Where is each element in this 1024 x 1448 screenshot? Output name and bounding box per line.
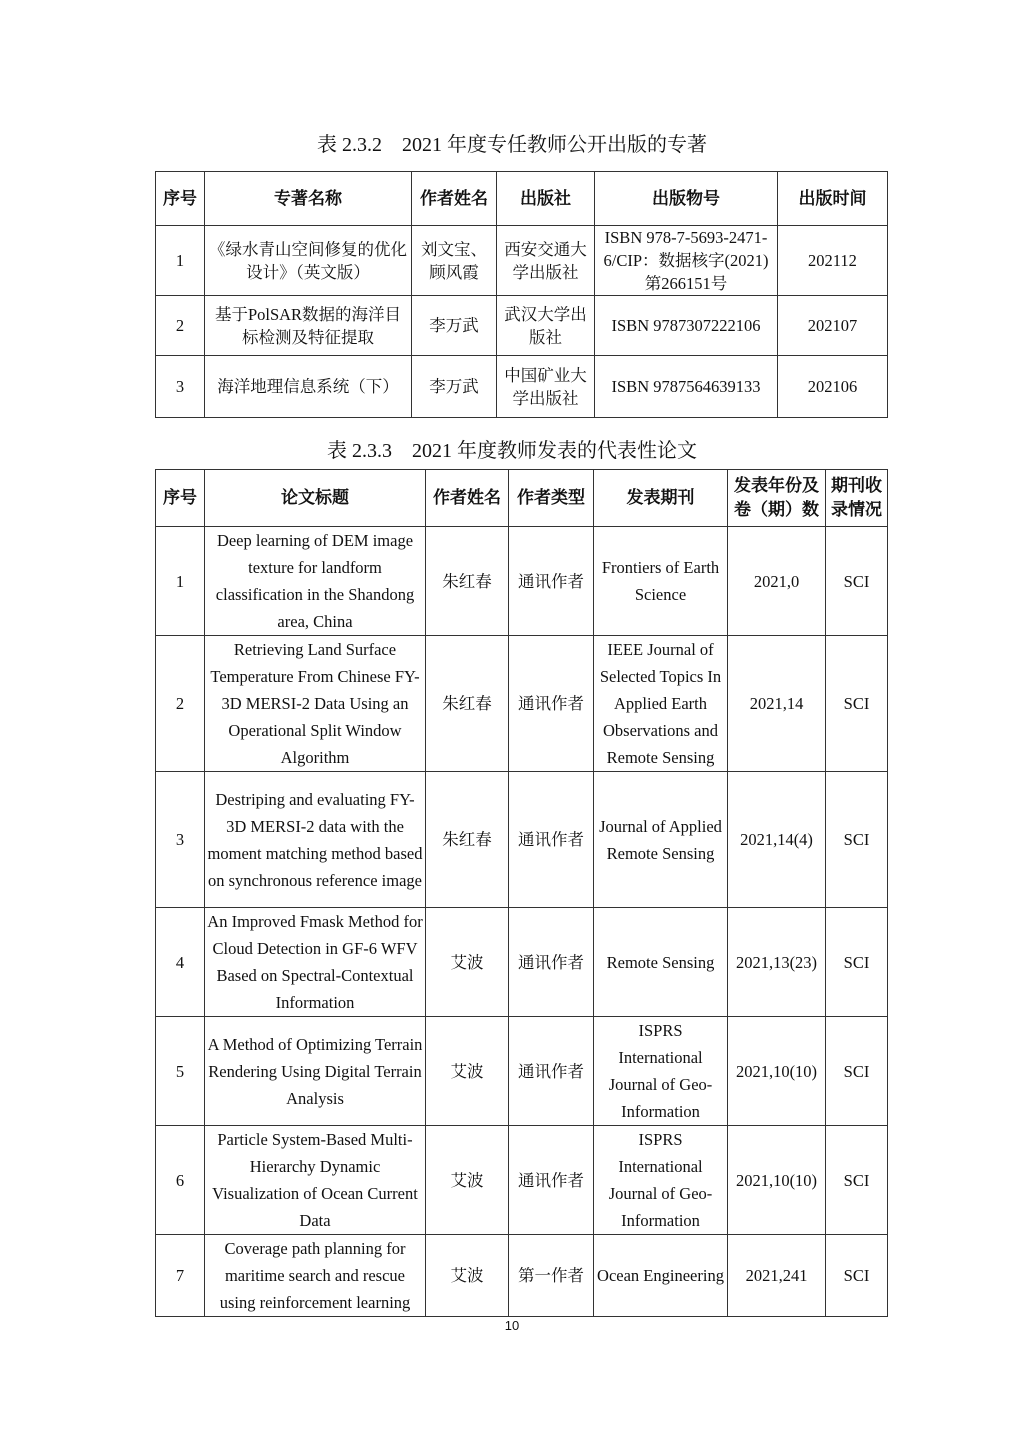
page-number: 10 xyxy=(504,1318,520,1333)
cell-paper-title: Coverage path planning for maritime search and rescue using reinforcement learning xyxy=(205,1235,426,1317)
table-header-row xyxy=(156,470,888,527)
cell-author: 艾波 xyxy=(426,1017,509,1126)
cell-author: 艾波 xyxy=(426,1235,509,1317)
cell-author: 朱红春 xyxy=(426,527,509,636)
cell-year-volume: 2021,241 xyxy=(728,1235,826,1317)
cell-index: 5 xyxy=(156,1017,205,1126)
cell-author: 李万武 xyxy=(412,296,497,356)
cell-author: 朱红春 xyxy=(426,636,509,772)
header-paper-title: 论文标题 xyxy=(205,470,426,527)
cell-author-type: 通讯作者 xyxy=(509,527,594,636)
table-row xyxy=(156,1126,888,1235)
cell-author: 艾波 xyxy=(426,1126,509,1235)
cell-journal: IEEE Journal of Selected Topics In Applied Earth Observations and Remote Sensing xyxy=(594,636,728,772)
cell-isbn: ISBN 978-7-5693-2471-6/CIP：数据核字(2021)第266151号 xyxy=(595,226,778,296)
header-author: 作者姓名 xyxy=(426,470,509,527)
cell-author-type: 通讯作者 xyxy=(509,908,594,1017)
table-row xyxy=(156,527,888,636)
cell-author-type: 通讯作者 xyxy=(509,1126,594,1235)
cell-journal: ISPRS International Journal of Geo-Information xyxy=(594,1126,728,1235)
header-title: 专著名称 xyxy=(205,172,412,226)
cell-author: 刘文宝、顾风霞 xyxy=(412,226,497,296)
table-row xyxy=(156,1235,888,1317)
cell-year-volume: 2021,10(10) xyxy=(728,1126,826,1235)
header-isbn: 出版物号 xyxy=(595,172,778,226)
cell-indexing: SCI xyxy=(826,1017,888,1126)
table-row xyxy=(156,356,888,418)
table-caption-papers: 表 2.3.3 2021 年度教师发表的代表性论文 xyxy=(327,440,697,462)
header-index: 序号 xyxy=(156,470,205,527)
cell-index: 6 xyxy=(156,1126,205,1235)
cell-indexing: SCI xyxy=(826,1235,888,1317)
header-author-type: 作者类型 xyxy=(509,470,594,527)
cell-indexing: SCI xyxy=(826,527,888,636)
cell-author-type: 通讯作者 xyxy=(509,636,594,772)
cell-indexing: SCI xyxy=(826,772,888,908)
cell-indexing: SCI xyxy=(826,1126,888,1235)
cell-date: 202112 xyxy=(778,226,888,296)
cell-publisher: 中国矿业大学出版社 xyxy=(497,356,595,418)
cell-index: 4 xyxy=(156,908,205,1017)
table-row xyxy=(156,772,888,908)
header-author: 作者姓名 xyxy=(412,172,497,226)
cell-isbn: ISBN 9787307222106 xyxy=(595,296,778,356)
cell-author: 李万武 xyxy=(412,356,497,418)
table-row xyxy=(156,636,888,772)
cell-index: 2 xyxy=(156,296,205,356)
table-row xyxy=(156,1017,888,1126)
cell-journal: ISPRS International Journal of Geo-Information xyxy=(594,1017,728,1126)
cell-author-type: 第一作者 xyxy=(509,1235,594,1317)
cell-date: 202107 xyxy=(778,296,888,356)
cell-publisher: 武汉大学出版社 xyxy=(497,296,595,356)
cell-indexing: SCI xyxy=(826,636,888,772)
header-year-volume: 发表年份及卷（期）数 xyxy=(728,470,826,527)
cell-title: 基于PolSAR数据的海洋目标检测及特征提取 xyxy=(205,296,412,356)
cell-year-volume: 2021,0 xyxy=(728,527,826,636)
table-row xyxy=(156,908,888,1017)
header-date: 出版时间 xyxy=(778,172,888,226)
table-row xyxy=(156,296,888,356)
cell-paper-title: Destriping and evaluating FY-3D MERSI-2 data with the moment matching method based on synchronous reference image xyxy=(205,772,426,908)
header-indexing: 期刊收录情况 xyxy=(826,470,888,527)
cell-author-type: 通讯作者 xyxy=(509,1017,594,1126)
cell-paper-title: Deep learning of DEM image texture for landform classification in the Shandong area, China xyxy=(205,527,426,636)
cell-index: 3 xyxy=(156,772,205,908)
cell-index: 1 xyxy=(156,226,205,296)
cell-publisher: 西安交通大学出版社 xyxy=(497,226,595,296)
header-journal: 发表期刊 xyxy=(594,470,728,527)
papers-table xyxy=(155,469,888,1317)
cell-paper-title: Particle System-Based Multi-Hierarchy Dynamic Visualization of Ocean Current Data xyxy=(205,1126,426,1235)
cell-title: 海洋地理信息系统（下） xyxy=(205,356,412,418)
cell-year-volume: 2021,10(10) xyxy=(728,1017,826,1126)
cell-journal: Journal of Applied Remote Sensing xyxy=(594,772,728,908)
table-row xyxy=(156,226,888,296)
cell-year-volume: 2021,14(4) xyxy=(728,772,826,908)
cell-index: 2 xyxy=(156,636,205,772)
cell-date: 202106 xyxy=(778,356,888,418)
cell-author: 艾波 xyxy=(426,908,509,1017)
cell-author-type: 通讯作者 xyxy=(509,772,594,908)
cell-year-volume: 2021,14 xyxy=(728,636,826,772)
cell-isbn: ISBN 9787564639133 xyxy=(595,356,778,418)
cell-indexing: SCI xyxy=(826,908,888,1017)
header-publisher: 出版社 xyxy=(497,172,595,226)
cell-title: 《绿水青山空间修复的优化设计》（英文版） xyxy=(205,226,412,296)
monographs-table xyxy=(155,171,888,418)
table-caption-monographs: 表 2.3.2 2021 年度专任教师公开出版的专著 xyxy=(317,134,707,156)
cell-paper-title: An Improved Fmask Method for Cloud Detection in GF-6 WFV Based on Spectral-Contextual Information xyxy=(205,908,426,1017)
cell-journal: Ocean Engineering xyxy=(594,1235,728,1317)
cell-year-volume: 2021,13(23) xyxy=(728,908,826,1017)
cell-paper-title: A Method of Optimizing Terrain Rendering Using Digital Terrain Analysis xyxy=(205,1017,426,1126)
cell-index: 1 xyxy=(156,527,205,636)
cell-index: 3 xyxy=(156,356,205,418)
header-index: 序号 xyxy=(156,172,205,226)
cell-author: 朱红春 xyxy=(426,772,509,908)
cell-index: 7 xyxy=(156,1235,205,1317)
cell-paper-title: Retrieving Land Surface Temperature From Chinese FY-3D MERSI-2 Data Using an Operational Split Window Algorithm xyxy=(205,636,426,772)
cell-journal: Remote Sensing xyxy=(594,908,728,1017)
table-header-row xyxy=(156,172,888,226)
cell-journal: Frontiers of Earth Science xyxy=(594,527,728,636)
